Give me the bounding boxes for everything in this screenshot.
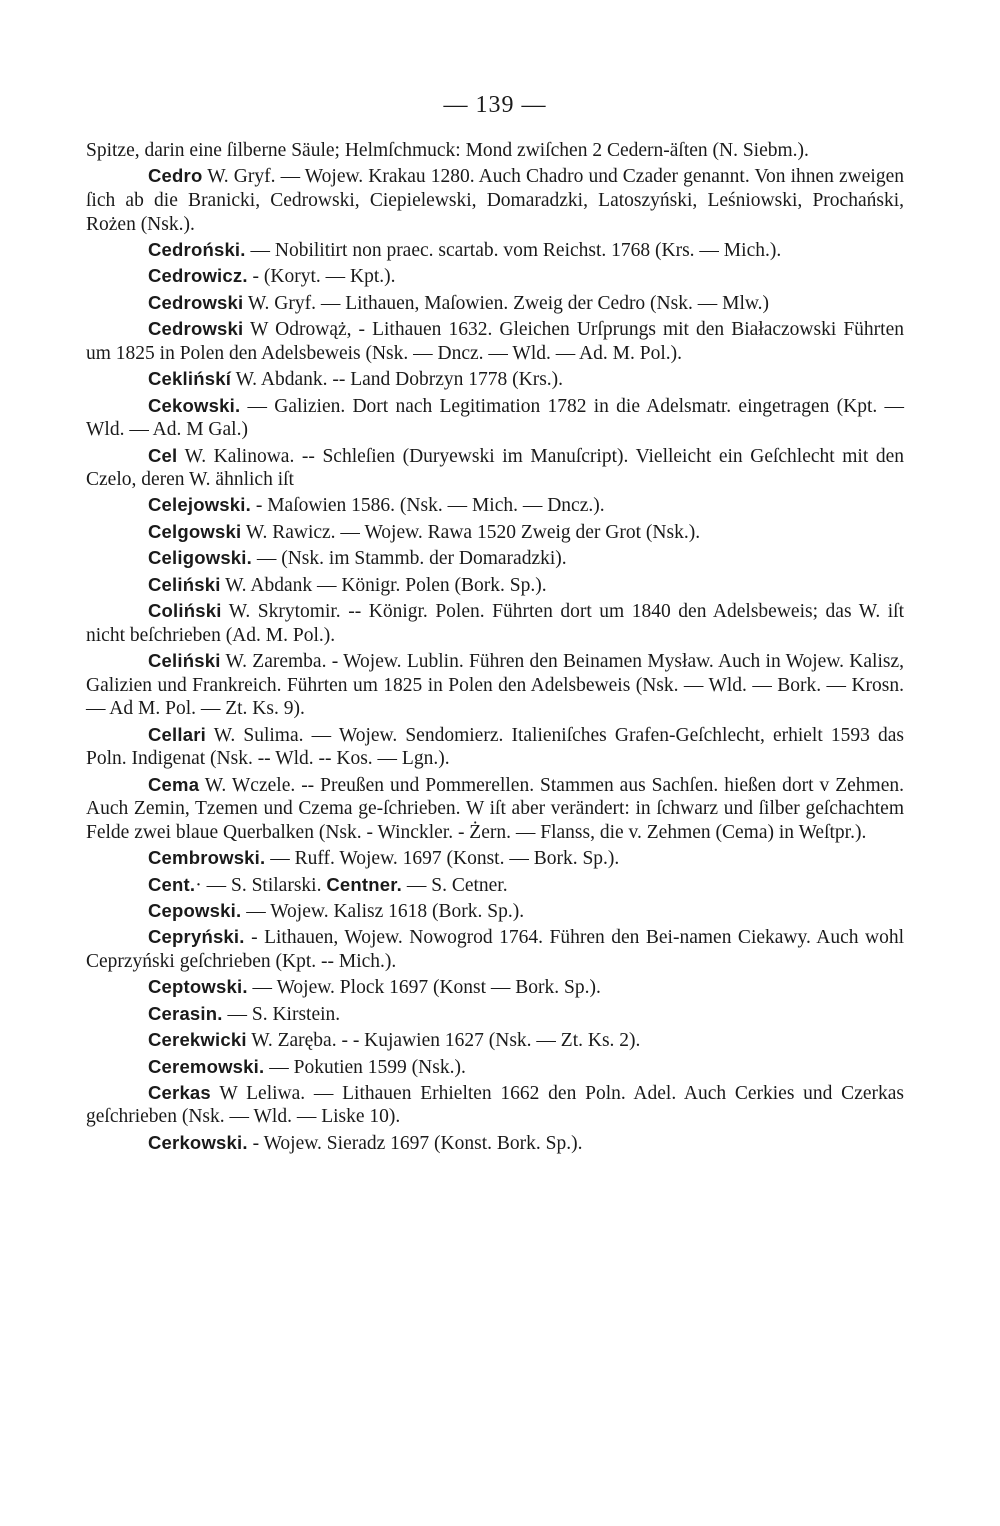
entry-text: — Wojew. Plock 1697 (Konst — Bork. Sp.). [247,977,601,999]
entry-text: W. Gryf. — Wojew. Krakau 1280. Auch Chadro und Czader genannt. Von ihnen zweigen ſich ab die Branicki, Cedrowski, Ciepielewski, Domaradzki, Latoszyński, Leśniowski, Prochański, Rożen (Nsk.). [86,166,904,235]
lexicon-entry [86,573,904,598]
lexicon-entry [86,1002,904,1027]
entry-text: - Wojew. Sieradz 1697 (Konst. Bork. Sp.). [247,1132,583,1154]
lexicon-entry [86,139,904,163]
entry-headword: Cepryński. [148,926,245,948]
entry-text: — Ruff. Wojew. 1697 (Konst. — Bork. Sp.). [265,848,620,870]
entry-text: W Leliwa. — Lithauen Erhielten 1662 den Poln. Adel. Auch Cerkies und Czerkas geſchrieben (Nsk. — Wld. — Liske 10). [86,1082,904,1128]
lexicon-entry [86,264,904,289]
lexicon-entry [86,493,904,518]
entry-text: W. Zaręba. - - Kujawien 1627 (Nsk. — Zt. Ks. 2). [246,1030,641,1052]
entry-headword: Ceptowski. [148,976,248,998]
lexicon-entry [86,520,904,545]
entry-text: W. Sulima. — Wojew. Sendomierz. Italieniſches Grafen-Geſchlecht, erhielt 1593 das Poln. Indigenat (Nsk. -- Wld. -- Kos. — Lgn.). [86,724,904,770]
entry-headword: Cedrowski [148,291,244,313]
entry-headword: Cerasin. [148,1002,223,1024]
entry-headword: Cerekwicki [148,1029,247,1051]
entry-text: - Maſowien 1586. (Nsk. — Mich. — Dncz.). [250,495,605,517]
lexicon-entry [86,599,904,647]
page-number: — 139 — [443,92,547,118]
lexicon-entry [86,723,904,771]
entry-text: — S. Kirstein. [222,1003,341,1025]
entry-text: W. Abdank — Königr. Polen (Bork. Sp.). [220,574,547,596]
entry-text: Spitze, darin eine ſilberne Säule; Helmſchmuck: Mond zwiſchen 2 Cedern-äſten (N. Siebm.). [86,140,809,161]
entry-headword: Celgowski [148,520,242,542]
lexicon-entry [86,846,904,871]
lexicon-entry [86,873,904,898]
entry-text: - Lithauen, Wojew. Nowogrod 1764. Führen den Bei-namen Ciekawy. Auch wohl Ceprzyński geſchrieben (Kpt. -- Mich.). [86,927,904,972]
lexicon-entry [86,649,904,721]
lexicon-entry [86,291,904,316]
document-page [86,92,904,1157]
entry-headword: Cedrowski [148,318,244,340]
entry-text: W. Abdank. -- Land Dobrzyn 1778 (Krs.). [231,369,564,391]
entry-text: W. Wczele. -- Preußen und Pommerellen. Stammen aus Sachſen. hießen dort v Zehmen. Auch Zemin, Tzemen und Czema ge-ſchrieben. W iſt aber verändert: in ſchwarz und ſilber geſchachtem Felde zwei blaue Querbalken (Nsk. - Winckler. - Żern. — Flanss, die v. Zehmen (Cema) in Weſtpr.). [86,774,904,843]
entry-headword: Celigowski. [148,547,252,569]
entry-text: W Odrowąż, - Lithauen 1632. Gleichen Urſprungs mit den Białaczowski Führten um 1825 in Polen den Adelsbeweis (Nsk. — Dncz. — Wld. — Ad. M. Pol.). [86,319,904,364]
entry-headword: Cedrowicz. [148,265,248,287]
entry-headword: Celiński [148,573,221,595]
lexicon-entry [86,975,904,1000]
entry-text: W. Kalinowa. -- Schleſien (Duryewski im Manuſcript). Vielleicht ein Geſchlecht mit den Czelo, deren W. ähnlich iſt [86,445,904,491]
entry-headword: Cerkowski. [148,1131,248,1153]
entry-headword: Cepowski. [148,899,242,921]
entry-text: — S. Cetner. [401,874,508,896]
entry-text: - (Koryt. — Kpt.). [247,266,396,288]
lexicon-entry [86,1081,904,1129]
entry-text: W. Skrytomir. -- Königr. Polen. Führten dort um 1840 den Adelsbeweis; das W. iſt nicht beſchrieben (Ad. M. Pol.). [86,601,904,646]
entry-headword: Cerkas [148,1081,211,1103]
entry-text: W. Gryf. — Lithauen, Maſowien. Zweig der Cedro (Nsk. — Mlw.) [243,292,770,314]
entry-headword: Cellari [148,723,206,745]
entry-headword: Coliński [148,600,222,622]
entry-headword: Cent. [148,873,196,895]
entry-list [86,139,904,1155]
entry-text: W. Zaremba. - Wojew. Lublin. Führen den Beinamen Mysław. Auch in Wojew. Kalisz, Galizien und Frankreich. Führten um 1825 in Polen den Adelsbeweis (Nsk. — Wld. — Bork. — Krosn. — Ad M. Pol. — Zt. Ks. 9). [86,651,904,720]
entry-headword: Ceremowski. [148,1055,265,1077]
entry-text: W. Rawicz. — Wojew. Rawa 1520 Zweig der Grot (Nsk.). [241,521,701,543]
entry-headword: Cekowski. [148,394,241,416]
lexicon-entry [86,367,904,392]
entry-headword: Cembrowski. [148,847,266,869]
entry-text: · — S. Stilarski. [195,874,327,896]
entry-text: — Pokutien 1599 (Nsk.). [264,1056,466,1078]
entry-headword: Celejowski. [148,494,251,516]
entry-headword: Cedroński. [148,238,246,260]
lexicon-entry [86,1131,904,1156]
entry-headword: Cema [148,773,200,795]
lexicon-entry [86,925,904,973]
lexicon-entry [86,317,904,365]
entry-headword: Centner. [326,873,402,895]
lexicon-entry [86,238,904,263]
lexicon-entry [86,394,904,442]
entry-headword: Celiński [148,650,221,672]
lexicon-entry [86,899,904,924]
lexicon-entry [86,1028,904,1053]
lexicon-entry [86,546,904,571]
entry-text: — Nobilitirt non praec. scartab. vom Reichst. 1768 (Krs. — Mich.). [245,239,782,261]
entry-text: — (Nsk. im Stammb. der Domaradzki). [251,548,567,570]
entry-text: — Wojew. Kalisz 1618 (Bork. Sp.). [241,900,525,922]
entry-headword: Cel [148,444,178,466]
entry-headword: Ceklińskí [148,368,232,390]
entry-headword: Cedro [148,165,203,187]
lexicon-entry [86,164,904,236]
lexicon-entry [86,1055,904,1080]
lexicon-entry [86,444,904,492]
lexicon-entry [86,773,904,845]
entry-text: — Galizien. Dort nach Legitimation 1782 in die Adelsmatr. eingetragen (Kpt. — Wld. — Ad. M Gal.) [86,395,904,441]
